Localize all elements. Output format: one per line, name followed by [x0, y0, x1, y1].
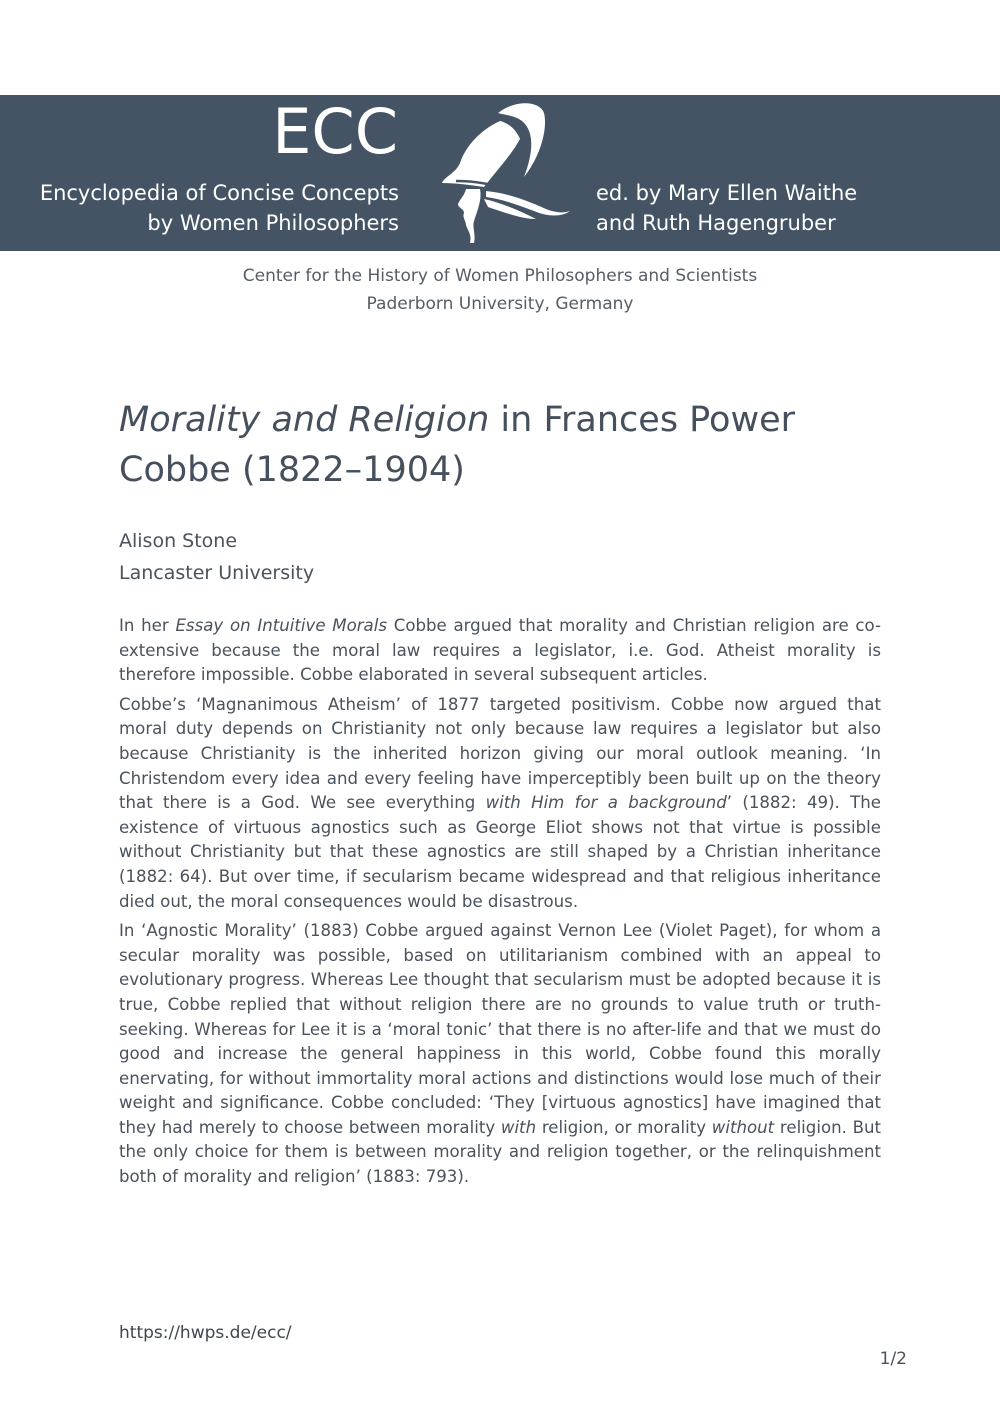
athena-helmet-profile-icon: [436, 99, 576, 249]
article-body: [119, 614, 881, 1195]
p3-italic-without: without: [711, 1117, 775, 1137]
editors-line1: ed. by Mary Ellen Waithe: [596, 181, 858, 205]
paragraph-1: [119, 614, 881, 688]
footer-url-link[interactable]: https://hwps.de/ecc/: [119, 1323, 292, 1343]
ecc-acronym: ECC: [272, 95, 398, 168]
p3-text-e: religion. But the only choice for them is between morality and religion together, or the relinquishment both of morality and religion’ (1883: 793).: [119, 1117, 882, 1187]
p3-text-c: religion, or morality: [536, 1117, 712, 1137]
paragraph-2: [119, 693, 881, 914]
p2-text-a: Cobbe’s ‘Magnanimous Atheism’ of 1877 targeted positivism. Cobbe now argued that moral duty depends on Christianity not only because law requires a legislator but also because Christianity is the inherited horizon giving our moral outlook meaning. ‘In Christendom every idea and every feeling have imperceptibly been built up on the theory that there is a God. We see everything: [119, 694, 881, 813]
encyclopedia-title-line2: by Women Philosophers: [147, 211, 399, 235]
p1-text-c: Cobbe argued that morality and Christian religion are co-extensive because the moral law requires a legislator, i.e. God. Atheist morality is therefore impossible. Cobbe elaborated in several subsequent articles.: [119, 616, 881, 685]
editors-line2: and Ruth Hagengruber: [596, 211, 836, 235]
article-title-rest: in Frances Power Cobbe (1822–1904): [119, 400, 796, 490]
encyclopedia-title-line1: Encyclopedia of Concise Concepts: [39, 181, 399, 205]
p3-italic-with: with: [500, 1117, 537, 1137]
p1-text-a: In her: [119, 616, 176, 635]
p2-text-c: ’ (1882: 49). The existence of virtuous agnostics such as George Eliot shows not that virtue is possible without Christianity but that these agnostics are still shaped by a Christian inheritance (1882: 64). But over time, if secularism became widespread and that religious inheritance died out, the moral consequences would be disastrous.: [119, 793, 881, 911]
article-title-italic: Morality and Religion: [119, 400, 490, 440]
institution-name: Center for the History of Women Philosophers and Scientists: [242, 266, 758, 286]
article-title: [119, 395, 879, 495]
paragraph-3: [119, 919, 881, 1190]
institution-location: Paderborn University, Germany: [366, 294, 634, 314]
p3-text-a: In ‘Agnostic Morality’ (1883) Cobbe argued against Vernon Lee (Violet Paget), for whom a secular morality was possible, based on utilitarianism combined with an appeal to evolutionary progress. Whereas Lee thought that secularism must be adopted because it is true, Cobbe replied that without religion there are no grounds to value truth or truth-seeking. Whereas for Lee it is a ‘moral tonic’ that there is no after-life and that we must do good and increase the general happiness in this world, Cobbe found this morally enervating, for without immortality moral actions and distinctions would lose much of their weight and significance. Cobbe concluded: ‘They [virtuous agnostics] have imagined that they had merely to choose between morality: [119, 921, 881, 1137]
author-affiliation: Lancaster University: [119, 562, 315, 584]
header-banner: [0, 95, 1000, 251]
author-name: Alison Stone: [119, 530, 238, 552]
page-number: 1/2: [879, 1349, 907, 1369]
p1-italic-title: Essay on Intuitive Morals: [175, 616, 387, 635]
p2-italic-quote: with Him for a background: [485, 793, 727, 813]
